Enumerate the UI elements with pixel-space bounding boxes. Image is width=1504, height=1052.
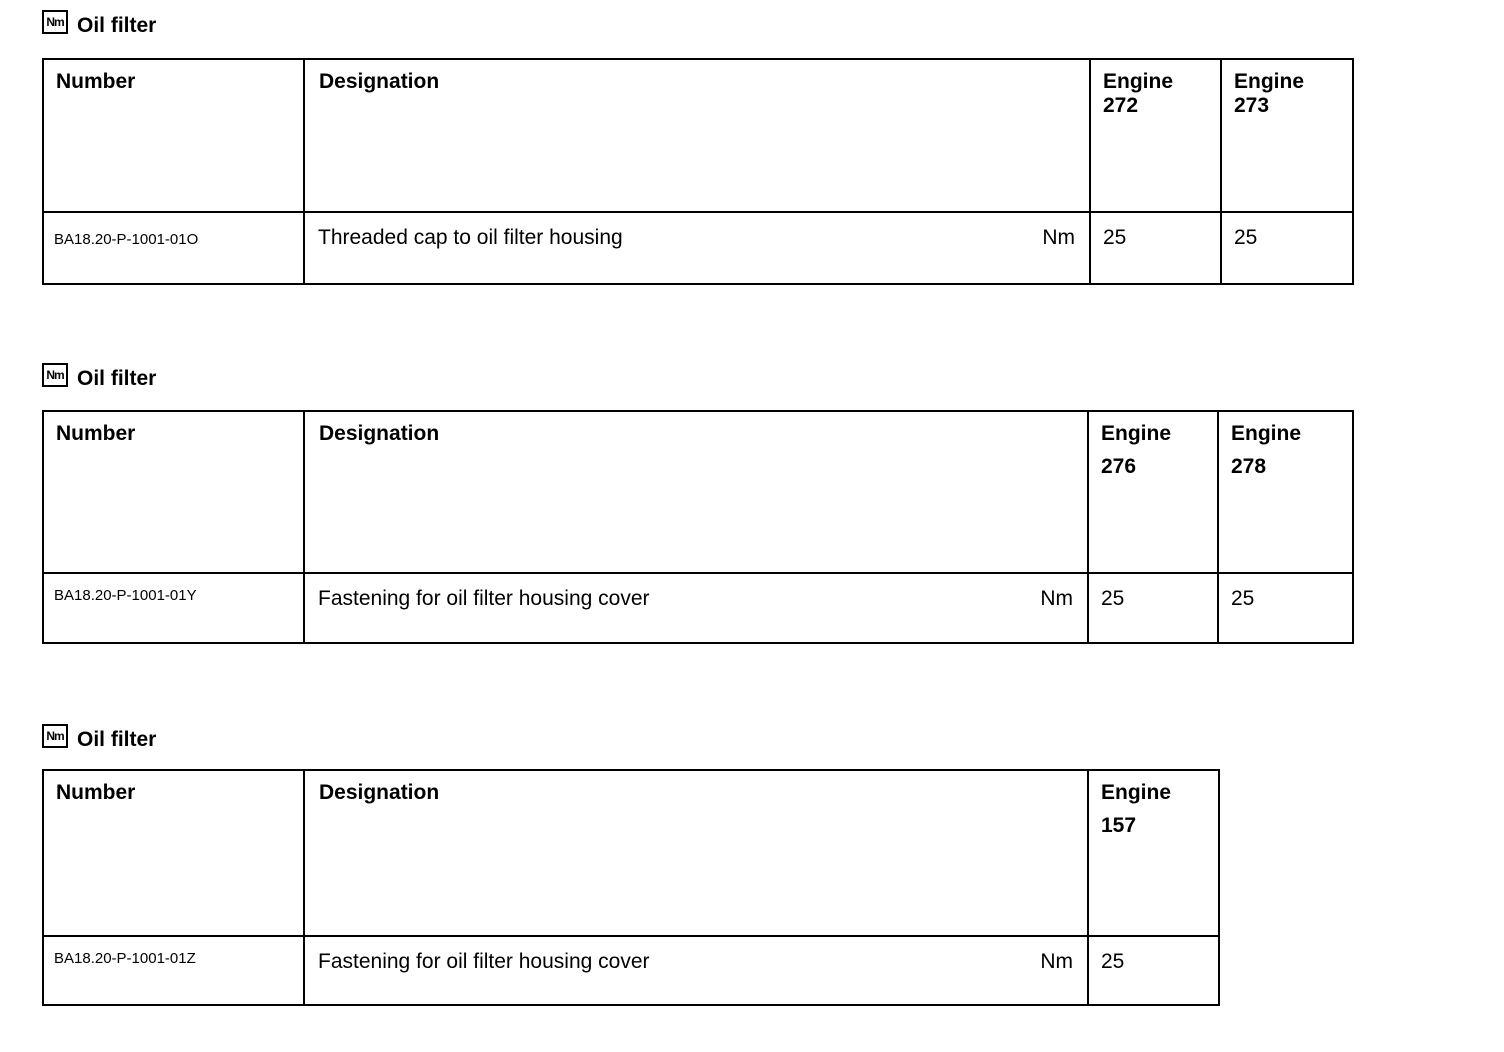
section-title-row bbox=[42, 10, 1354, 40]
row-value-engine-273: 25 bbox=[1221, 212, 1353, 284]
torque-nm-icon: Nm bbox=[42, 724, 68, 748]
row-designation bbox=[304, 212, 1090, 284]
row-value-engine-272: 25 bbox=[1090, 212, 1221, 284]
row-number: BA18.20-P-1001-01Y bbox=[43, 573, 304, 643]
section-title: Oil filter bbox=[77, 14, 157, 37]
header-engine-278: Engine 278 bbox=[1218, 411, 1353, 573]
torque-table bbox=[42, 58, 1354, 285]
row-number: BA18.20-P-1001-01Z bbox=[43, 936, 304, 1005]
header-number: Number bbox=[43, 770, 304, 936]
unit-text: Nm bbox=[1042, 226, 1075, 249]
table-row bbox=[43, 936, 1219, 1005]
torque-table bbox=[42, 410, 1354, 644]
torque-table bbox=[42, 769, 1220, 1006]
row-number: BA18.20-P-1001-01O bbox=[43, 212, 304, 284]
section-title-row bbox=[42, 363, 1354, 393]
table-header-row bbox=[43, 411, 1353, 573]
header-engine-273: Engine 273 bbox=[1221, 59, 1353, 212]
row-designation bbox=[304, 573, 1088, 643]
row-value-engine-278: 25 bbox=[1218, 573, 1353, 643]
row-value-engine-276: 25 bbox=[1088, 573, 1218, 643]
header-engine-157: Engine 157 bbox=[1088, 770, 1219, 936]
designation-text: Threaded cap to oil filter housing bbox=[318, 226, 623, 249]
torque-section-2 bbox=[42, 363, 1354, 644]
row-value-engine-157: 25 bbox=[1088, 936, 1219, 1005]
designation-text: Fastening for oil filter housing cover bbox=[318, 950, 650, 973]
header-designation: Designation bbox=[304, 59, 1090, 212]
row-designation bbox=[304, 936, 1088, 1005]
header-number: Number bbox=[43, 59, 304, 212]
table-header-row bbox=[43, 59, 1353, 212]
table-row bbox=[43, 212, 1353, 284]
header-designation: Designation bbox=[304, 770, 1088, 936]
section-title: Oil filter bbox=[77, 367, 157, 390]
unit-text: Nm bbox=[1040, 950, 1073, 973]
header-engine-272: Engine 272 bbox=[1090, 59, 1221, 212]
header-number: Number bbox=[43, 411, 304, 573]
section-title: Oil filter bbox=[77, 728, 157, 751]
torque-nm-icon: Nm bbox=[42, 10, 68, 34]
table-header-row bbox=[43, 770, 1219, 936]
torque-section-1 bbox=[42, 10, 1354, 285]
unit-text: Nm bbox=[1040, 587, 1073, 610]
torque-section-3 bbox=[42, 724, 1220, 1006]
section-title-row bbox=[42, 724, 1220, 754]
header-engine-276: Engine 276 bbox=[1088, 411, 1218, 573]
header-designation: Designation bbox=[304, 411, 1088, 573]
designation-text: Fastening for oil filter housing cover bbox=[318, 587, 650, 610]
table-row bbox=[43, 573, 1353, 643]
torque-nm-icon: Nm bbox=[42, 363, 68, 387]
